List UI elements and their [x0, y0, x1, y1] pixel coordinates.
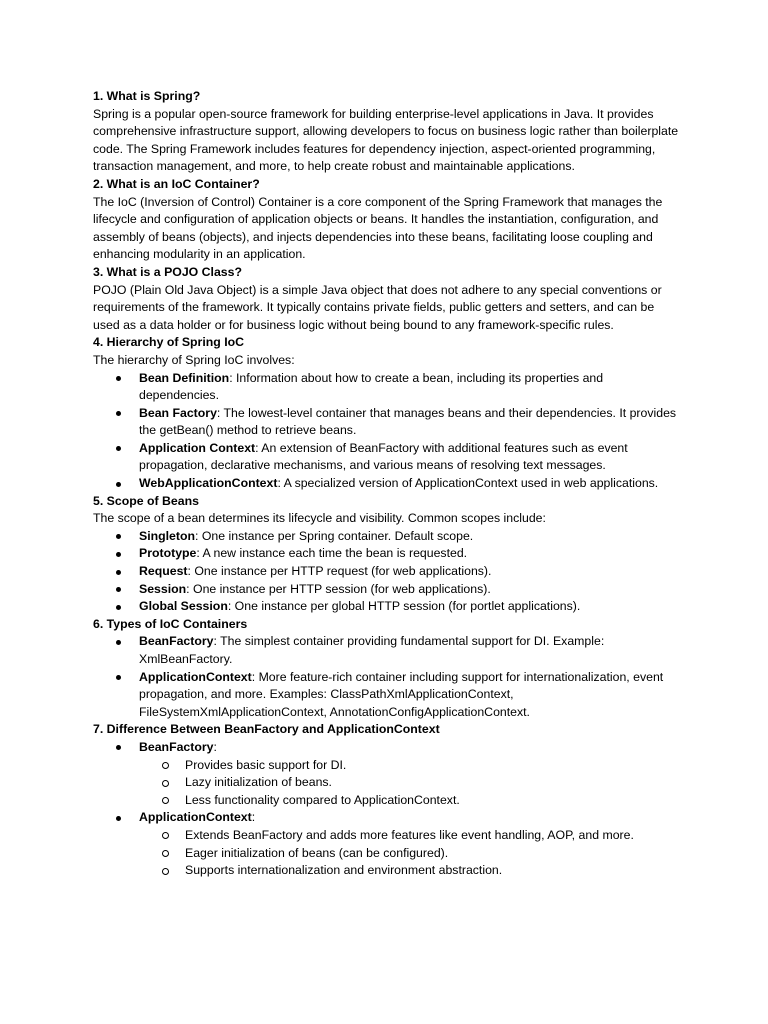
list-item-term: Session [139, 581, 187, 596]
document-content [93, 88, 683, 880]
list-item-text: : The simplest container providing fundamental support for DI. Example: XmlBeanFactory. [139, 634, 605, 666]
list-item-term: ApplicationContext [139, 810, 252, 825]
list-item-term: Prototype [139, 546, 197, 561]
list-item-text: : One instance per Spring container. Default scope. [195, 528, 474, 543]
sub-list-item: Provides basic support for DI. [139, 757, 683, 775]
list-item-term: Request [139, 564, 188, 579]
list-item-text: : A specialized version of ApplicationContext used in web applications. [277, 476, 659, 491]
list-item-term: WebApplicationContext [139, 476, 278, 491]
section-ioc-hierarchy [93, 334, 683, 492]
section-heading: 7. Difference Between BeanFactory and ApplicationContext [93, 722, 440, 737]
section-what-is-spring [93, 88, 683, 176]
section-body: The IoC (Inversion of Control) Container is a core component of the Spring Framework that manages the lifecycle and configuration of application objects or beans. It handles the instantiation, configuration, and assembly of beans (objects), and injects dependencies into these beans, facilitating loose coupling and enhancing modularity in an application. [93, 194, 663, 262]
section-ioc-container [93, 176, 683, 264]
section-heading: 2. What is an IoC Container? [93, 176, 260, 191]
list-item [93, 440, 683, 475]
list-item-term: BeanFactory [139, 739, 214, 754]
section-bean-scopes [93, 493, 683, 616]
section-heading: 6. Types of IoC Containers [93, 616, 248, 631]
list-item [93, 405, 683, 440]
section-heading: 3. What is a POJO Class? [93, 264, 242, 279]
sub-list-item: Extends BeanFactory and adds more features like event handling, AOP, and more. [139, 827, 683, 845]
list-item-term: Singleton [139, 528, 196, 543]
list-item-text: : One instance per HTTP session (for web applications). [186, 581, 491, 596]
sub-list-item: Eager initialization of beans (can be configured). [139, 845, 683, 863]
section-body: Spring is a popular open-source framework for building enterprise-level applications in Java. It provides comprehensive infrastructure support, allowing developers to focus on business logic rather than boilerplate code. The Spring Framework includes features for dependency injection, aspect-oriented programming, transaction management, and more, to help create robust and maintainable applications. [93, 106, 679, 174]
list-item-term: Bean Factory [139, 405, 217, 420]
section-heading: 4. Hierarchy of Spring IoC [93, 335, 245, 350]
list-item-term: BeanFactory [139, 634, 214, 649]
sub-list [139, 827, 683, 880]
list-item [93, 633, 683, 668]
list-item [93, 809, 683, 879]
list-item-text: : More feature-rich container including support for internationalization, event propagation, and more. Examples: ClassPathXmlApplicationContext, FileSystemXmlApplicationContext, AnnotationConfigApplicationContext. [139, 669, 664, 719]
list-item-term: Application Context [139, 440, 256, 455]
list-item [93, 669, 683, 722]
list-item [93, 581, 683, 599]
bullet-list [93, 370, 683, 493]
list-item [93, 475, 683, 493]
bullet-list [93, 633, 683, 721]
sub-list-item: Lazy initialization of beans. [139, 774, 683, 792]
section-heading: 1. What is Spring? [93, 89, 201, 103]
list-item-text: : Information about how to create a bean, including its properties and dependencies. [139, 370, 604, 403]
list-item-term: Bean Definition [139, 370, 230, 385]
list-item-text: : One instance per HTTP request (for web applications). [187, 564, 492, 579]
sub-list [139, 757, 683, 810]
section-heading: 5. Scope of Beans [93, 493, 199, 508]
list-item [93, 739, 683, 809]
section-body: The scope of a bean determines its lifecycle and visibility. Common scopes include: [93, 511, 546, 526]
section-beanfactory-vs-applicationcontext [93, 721, 683, 879]
sub-list-item: Less functionality compared to ApplicationContext. [139, 792, 683, 810]
list-item-text: : The lowest-level container that manages beans and their dependencies. It provides the getBean() method to retrieve beans. [139, 405, 677, 438]
bullet-list [93, 739, 683, 880]
sub-list-item: Supports internationalization and environment abstraction. [139, 862, 683, 880]
list-item [93, 528, 683, 546]
section-body: POJO (Plain Old Java Object) is a simple Java object that does not adhere to any special conventions or requirements of the framework. It typically contains private fields, public getters and setters, and can be used as a data holder or for business logic without being bound to any framework-specific rules. [93, 282, 662, 332]
list-item-term: Global Session [139, 599, 228, 614]
list-item [93, 545, 683, 563]
list-item [93, 563, 683, 581]
list-item-text: : A new instance each time the bean is requested. [196, 546, 468, 561]
section-pojo-class [93, 264, 683, 334]
list-item [93, 598, 683, 616]
list-item-text: : [213, 739, 217, 754]
list-item-text: : One instance per global HTTP session (for portlet applications). [227, 599, 581, 614]
list-item [93, 370, 683, 405]
section-body: The hierarchy of Spring IoC involves: [93, 352, 295, 367]
list-item-term: ApplicationContext [139, 669, 252, 684]
list-item-text: : [251, 810, 256, 825]
list-item-text: : An extension of BeanFactory with additional features such as event propagation, declarative mechanisms, and various means of resolving text messages. [139, 440, 628, 473]
bullet-list [93, 528, 683, 616]
section-container-types [93, 616, 683, 722]
